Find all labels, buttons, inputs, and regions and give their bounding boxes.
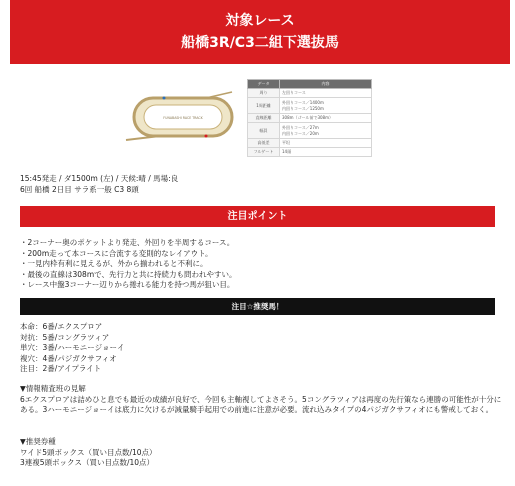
tickets-line: 3連複5頭ボックス（買い目点数/10点） (20, 458, 155, 467)
point-heading: 注目ポイント (20, 206, 495, 227)
table-row (248, 98, 372, 114)
course-data-table (247, 79, 372, 157)
race-info-line: 6回 船橋 2日目 サラ系一般 C3 8頭 (20, 185, 139, 194)
table-value: 左回りコース (280, 89, 372, 98)
tickets-heading: ▼推奨券種 (20, 437, 56, 446)
table-value-line: 内回りコース／20m (282, 130, 319, 136)
analysis-body: 6エクスプロアは詰めひと息でも最近の成績が良好で、今回も主軸視してよさそう。5コングラツィアは再度の先行策なら連勝の可能性が十分にある。3ハーモニージョーイは底力に欠けるが減量騎手起用での前進に注意が必要。流れ込みタイプの4パジガクサフィオにも警戒しておく。 (20, 394, 502, 414)
course-map (120, 78, 242, 153)
table-row (248, 148, 372, 157)
table-key: フルゲート (248, 148, 280, 157)
race-info-line: 15:45発走 / ダ1500m (左) / 天候:晴 / 馬場:良 (20, 174, 179, 183)
list-item: 本命：6番/エクスプロア (20, 322, 103, 331)
tickets-line: ワイド5頭ボックス（買い目点数/10点） (20, 447, 157, 457)
table-key: 直線距離 (248, 114, 280, 123)
list-item: ・2コーナー奥のポケットより発走、外回りを半周するコース。 (20, 238, 235, 247)
analysis-section (20, 384, 505, 416)
list-item: 単穴：3番/ハーモニージョーイ (20, 343, 125, 352)
analysis-heading: ▼情報精査班の見解 (20, 384, 86, 393)
race-info (20, 173, 178, 195)
table-value-line: 外回りコース／27m (282, 124, 319, 130)
list-item: ・200m走って本コースに合流する変則的なレイアウト。 (20, 248, 213, 258)
course-map-graphic (120, 78, 242, 153)
table-key: 周り (248, 89, 280, 98)
table-head-key: データ (248, 80, 280, 89)
table-head-value: 内容 (280, 80, 372, 89)
course-map-label: FUNABASHI RACE TRACK (163, 116, 203, 120)
list-item: 対抗：5番/コングラツィア (20, 332, 110, 342)
table-row (248, 139, 372, 148)
table-value: 14頭 (280, 148, 372, 157)
list-item: ・レース中盤3コーナー辺りから捲れる能力を持つ馬が狙い目。 (20, 280, 235, 289)
table-key: 1周距離 (248, 98, 280, 114)
recommend-heading: 注目☆推奨馬！ (20, 298, 495, 315)
table-value: 308m（ゴール前で308m） (280, 114, 372, 123)
table-value (280, 123, 372, 139)
pick-list (20, 322, 125, 375)
table-row (248, 114, 372, 123)
header-title: 対象レース (225, 13, 295, 29)
header-subtitle: 船橋3R/C3二組下選抜馬 (181, 35, 339, 51)
tickets-section (20, 437, 157, 469)
list-item: ・一見内枠有利に見えるが、外から揃われると不利に。 (20, 259, 208, 268)
list-item: 注目：2番/アイプライト (20, 364, 102, 373)
table-value-line: 外回りコース／1400m (282, 99, 324, 105)
table-key: 高低差 (248, 139, 280, 148)
list-item: ・最後の直線は308mで、先行力と共に持続力も問われやすい。 (20, 269, 237, 279)
table-key: 幅員 (248, 123, 280, 139)
list-item: 複穴：4番/パジガクサフィオ (20, 353, 117, 363)
table-value-line: 内回りコース／1250m (282, 105, 324, 111)
table-value: 平坦 (280, 139, 372, 148)
point-list (20, 238, 500, 291)
table-value (280, 98, 372, 114)
header-banner (10, 0, 510, 64)
table-row (248, 89, 372, 98)
table-row (248, 123, 372, 139)
